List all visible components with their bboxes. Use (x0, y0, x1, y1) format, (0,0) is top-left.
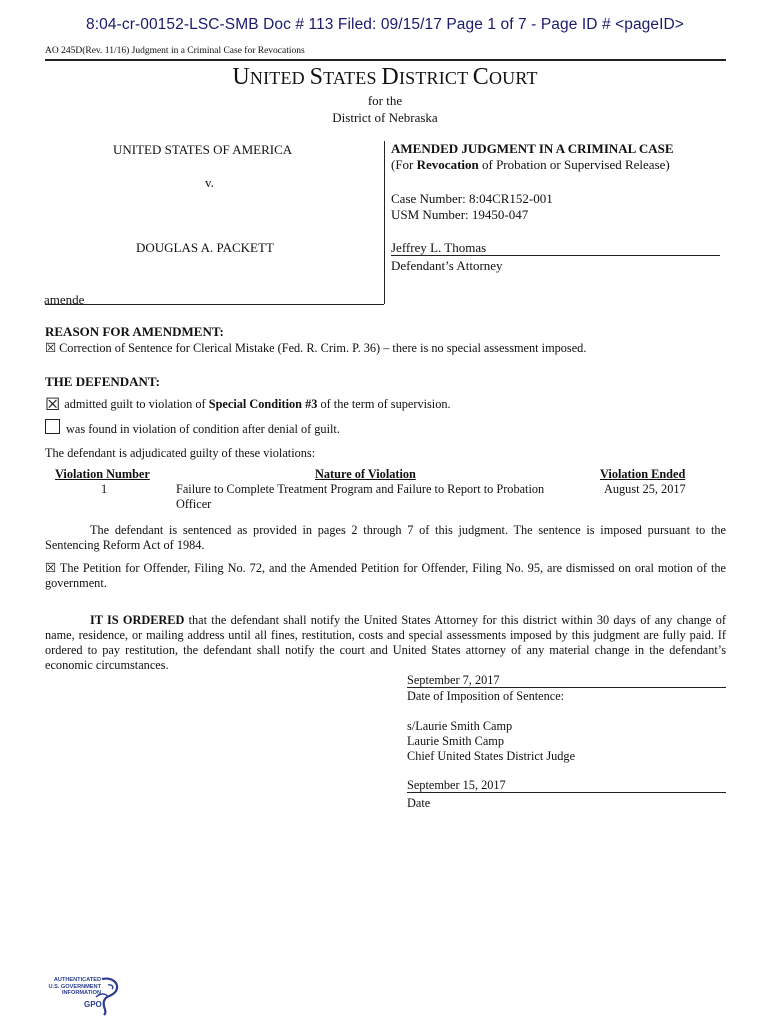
court-title: UNITED STATES DISTRICT COURT (232, 64, 538, 90)
dismissal-paragraph: ☒ The Petition for Offender, Filing No. 72, and the Amended Petition for Offender, Filing No. 95, are dismissed on oral motion of the government. (45, 561, 727, 590)
caption-bottom-rule (45, 304, 384, 305)
checked-box-icon: ☒ (45, 341, 57, 355)
signed-date-rule (407, 792, 726, 793)
attorney-name: Jeffrey L. Thomas (391, 240, 487, 255)
admitted-guilt-line: ☒ admitted guilt to violation of Special Condition #3 of the term of supervision. (45, 395, 451, 414)
versus-label: v. (205, 175, 214, 190)
amendment-heading: REASON FOR AMENDMENT: (45, 324, 224, 339)
violation-found-line: was found in violation of condition after denial of guilt. (45, 419, 340, 437)
judge-title: Chief United States District Judge (407, 749, 576, 763)
caption-divider (384, 141, 385, 304)
stray-text: amende (44, 292, 85, 307)
imposition-label: Date of Imposition of Sentence: (407, 689, 565, 703)
judgment-subheading: (For Revocation of Probation or Supervised Release) (391, 157, 670, 172)
unchecked-box-icon (45, 419, 60, 434)
attorney-label: Defendant’s Attorney (391, 258, 503, 273)
checked-box-icon: ☒ (45, 561, 57, 575)
imposition-rule (407, 687, 726, 688)
for-the-label: for the (367, 93, 403, 108)
top-divider (45, 59, 726, 61)
form-identifier: AO 245D(Rev. 11/16) Judgment in a Criminal Case for Revocations (45, 46, 305, 56)
violation-number-cell: 1 (101, 482, 108, 496)
sentence-paragraph: The defendant is sentenced as provided in pages 2 through 7 of this judgment. The sentence is imposed pursuant to the Sentencing Reform Act of 1984. (45, 523, 726, 552)
table-header-nature: Nature of Violation (315, 467, 416, 481)
case-number: Case Number: 8:04CR152-001 (391, 191, 553, 206)
amendment-reason: ☒ Correction of Sentence for Clerical Mistake (Fed. R. Crim. P. 36) – there is no special assessment imposed. (45, 341, 587, 355)
judge-name: Laurie Smith Camp (407, 734, 504, 748)
gpo-authentication-logo: AUTHENTICATED U.S. GOVERNMENT INFORMATION GPO (46, 975, 126, 1017)
violation-nature-cell: Failure to Complete Treatment Program and Failure to Report to Probation Officer (176, 482, 545, 511)
violation-ended-cell: August 25, 2017 (604, 482, 686, 496)
plaintiff-name: UNITED STATES OF AMERICA (113, 142, 293, 157)
judgment-heading: AMENDED JUDGMENT IN A CRIMINAL CASE (391, 141, 674, 156)
district-name: District of Nebraska (332, 110, 438, 125)
order-paragraph: IT IS ORDERED that the defendant shall notify the United States Attorney for this district within 30 days of any change of name, residence, or mailing address until all fines, restitution, costs and special assessments imposed by this judgment are fully paid. If ordered to pay restitution, the defendant shall notify the court and United States attorney of any material change in the defendant’s economic circumstances. (45, 613, 726, 672)
defendant-name: DOUGLAS A. PACKETT (136, 240, 274, 255)
imposition-date: September 7, 2017 (407, 673, 500, 687)
signed-date-label: Date (407, 796, 431, 810)
usm-number: USM Number: 19450-047 (391, 207, 529, 222)
signed-date: September 15, 2017 (407, 778, 506, 792)
docket-stamp: 8:04-cr-00152-LSC-SMB Doc # 113 Filed: 09/15/17 Page 1 of 7 - Page ID # <pageID> (86, 16, 684, 33)
table-header-ended: Violation Ended (600, 467, 686, 481)
judge-signature: s/Laurie Smith Camp (407, 719, 513, 733)
table-header-number: Violation Number (55, 467, 150, 481)
attorney-rule (391, 255, 720, 256)
adjudicated-line: The defendant is adjudicated guilty of these violations: (45, 446, 316, 460)
checked-box-icon: ☒ (45, 395, 61, 414)
defendant-heading: THE DEFENDANT: (45, 374, 160, 389)
